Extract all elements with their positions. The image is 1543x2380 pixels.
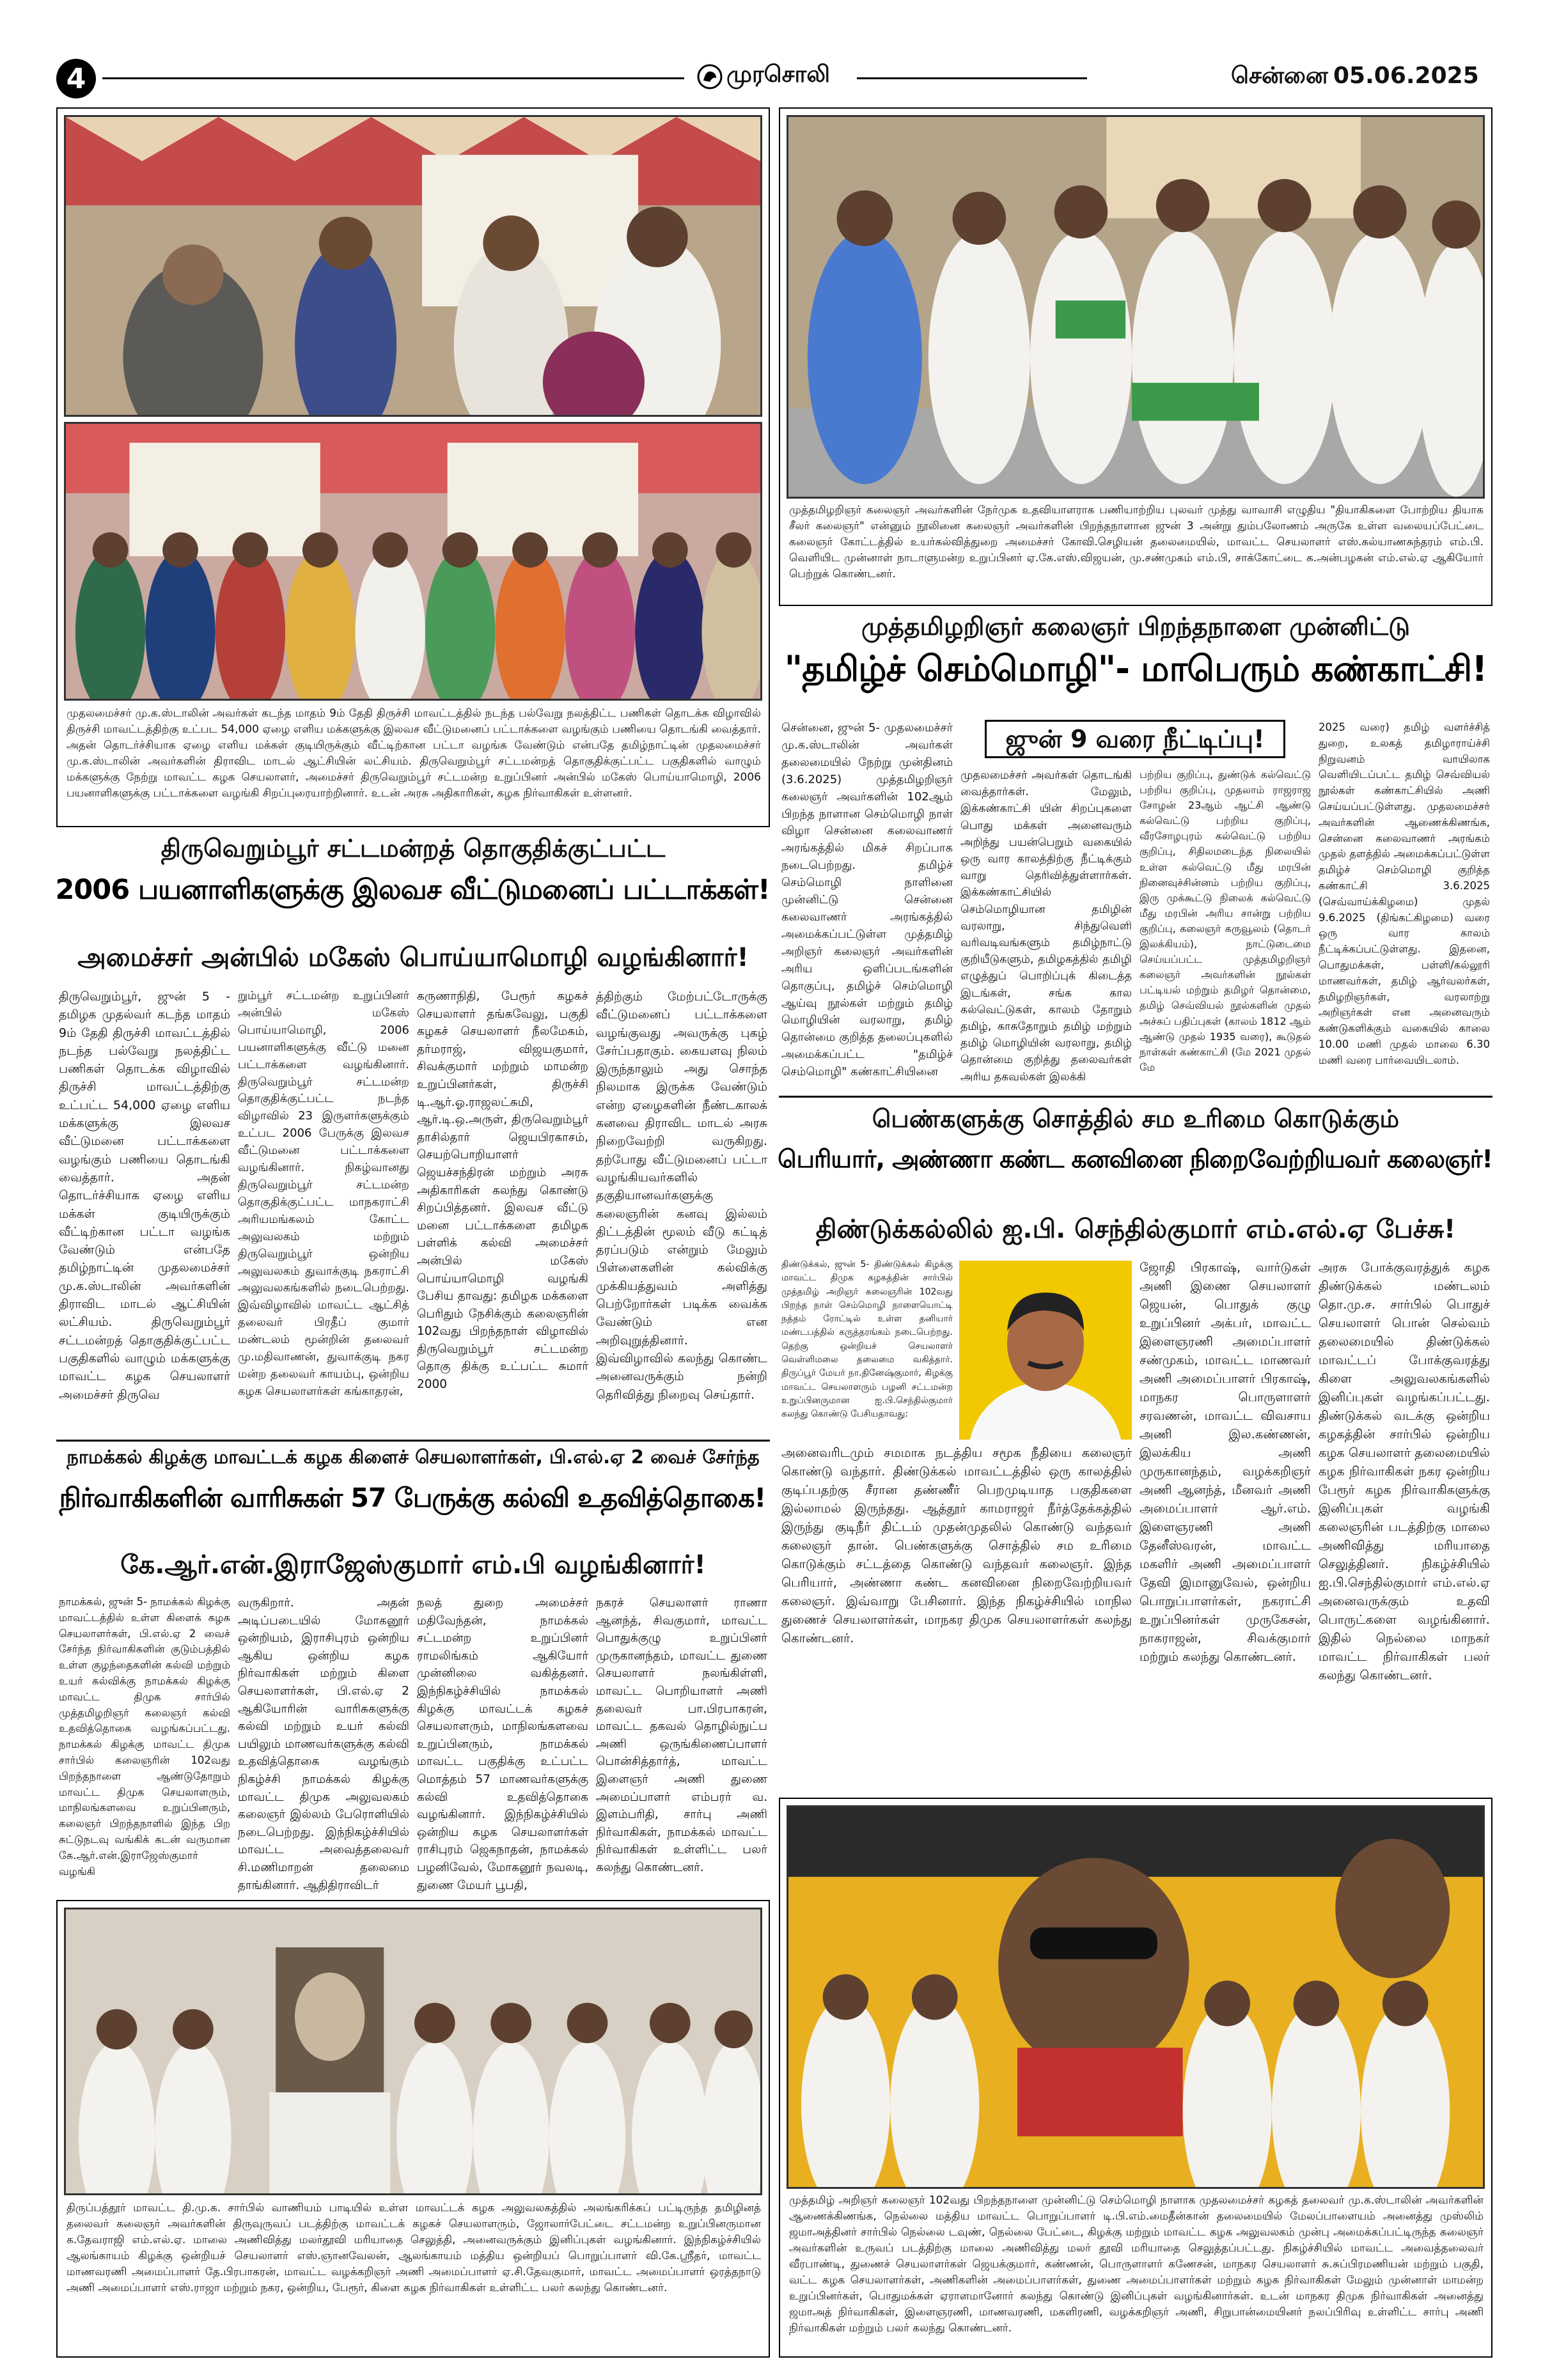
story4-headline: பெரியார், அண்ணா கண்ட கனவினை நிறைவேற்றியவர் கலைஞர்! bbox=[778, 1145, 1492, 1173]
photo-patta-distribution-1 bbox=[64, 115, 762, 417]
masthead-emblem-icon bbox=[697, 64, 723, 89]
bottom-left-caption: திருப்பத்தூர் மாவட்ட தி.மு.க. சார்பில் வாணியம் பாடியில் உள்ள மாவட்டக் கழக அலுவலகத்தில் அலங்கரிக்கப் பட்டிருந்த தமிழினத் தலைவர் கலைஞர் அவர்களின் திருவுருவப் படத்திற்கு மாவட்டக் கழகச் செயலாளரும், ஜோலார்பேட்டை சட்டமன்ற உறுப்பினருமான க.தேவராஜி எம்.எல்.ஏ. மாலை அணிவித்து மலர்தூவி மரியாதை செலுத்தி, அனைவருக்கும் இனிப்புகள் வழங்கினார். இந்நிகழ்ச்சியில் ஆலங்காயம் கிழக்கு ஒன்றியச் செயலாளர் எஸ்.ஞானவேலன், ஆலங்காயம் மத்திய ஒன்றியப் பொறுப்பாளர் வி.கே.ஸ்ரீதர், மாவட்ட மாணவரணி அமைப்பாளர் தே.பிரபாகரன், மாவட்ட வழக்கறிஞர் அணி அமைப்பாளர் ஏ.சி.தேவகுமார், மாவட்ட அமைப்பாளர் ஒரத்தநாடு அணி அமைப்பாளர் எஸ்.ராஜா மற்றும் நகர, ஒன்றிய, பேரூர், கிளை கழக நிர்வாகிகள் உள்ளிட்ட பலர் கலந்து கொண்டனர். bbox=[67, 2202, 761, 2294]
story2-headline: நிர்வாகிகளின் வாரிசுகள் 57 பேருக்கு கல்வி உதவித்தொகை! bbox=[59, 1482, 766, 1513]
story1-col-2: றும்பூர் சட்டமன்ற உறுப்பினர் அன்பில் மகேஸ் பொய்யாமொழி, 2006 பயனாளிகளுக்கு வீட்டு மனை பட்டாக்களை வழங்கினார். திருவெறும்பூர் சட்டமன்ற தொகுதிக்குட்பட்ட நடந்த விழாவில் 23 இருளர்களுக்கும் உட்பட 2006 பேருக்கு இலவச வீட்டுமனை பட்டாக்களை வழங்கினார். நிகழ்வானது திருவெறும்பூர் சட்டமன்ற தொகுதிக்குட்பட்ட மாநகராட்சி அரியமங்கலம் கோட்ட அலுவலகம் மற்றும் திருவெறும்பூர் ஒன்றிய அலுவலகம் துவாக்குடி நகராட்சி அலுவலகங்களில் நடைபெற்றது. இவ்விழாவில் மாவட்ட ஆட்சித் தலைவர் பிரதீப் குமார் மண்டலம் மூன்றின் தலைவர் மு.மதிவாணன், துவாக்குடி நகர மன்ற தலைவர் காயம்பு, ஒன்றிய கழக செயலாளர்கள் கங்காதரன், bbox=[238, 989, 409, 1398]
story1-kicker: திருவெறும்பூர் சட்டமன்றத் தொகுதிக்குட்பட்ட bbox=[161, 834, 666, 862]
paper-name: முரசொலி bbox=[726, 61, 830, 88]
story3-col-4: 2025 வரை) தமிழ் வளர்ச்சித் துறை, உலகத் தமிழாராய்ச்சி நிறுவனம் வாயிலாக வெளியிடப்பட்ட தமிழ் செவ்வியல் நூல்கள் கண்காட்சியில் அணி செய்யப்பட்டுள்ளது. முதலமைச்சர் அவர்களின் ஆணைக்கிணங்க, சென்னை கலைவாணர் அரங்கம் முதல் தளத்தில் அமைக்கப்பட்டுள்ள தமிழ்ச் செம்மொழி குறித்த கண்காட்சி 3.6.2025 (செவ்வாய்க்கிழமை) முதல் 9.6.2025 (திங்கட்கிழமை) வரை ஒரு வார காலம் நீட்டிக்கப்பட்டுள்ளது. இதனை, பொதுமக்கள், பள்ளி/கல்லூரி மாணவர்கள், தமிழ் ஆர்வலர்கள், தமிழறிஞர்கள், வரலாற்று அறிஞர்கள் என அனைவரும் கண்டுகளிக்கும் வகையில் காலை 10.00 மணி முதல் மாலை 6.30 மணி வரை பார்வையிடலாம். bbox=[1319, 721, 1490, 1066]
story3-banner-text: ஜுன் 9 வரை நீட்டிப்பு! bbox=[1005, 725, 1265, 753]
story3-col-2: முதலமைச்சர் அவர்கள் தொடங்கி வைத்தார்கள். மேலும், இக்கண்காட்சி யின் சிறப்புகளை பொது மக்கள் அனைவரும் அறிந்து பயன்பெறும் வகையில் ஒரு வார காலத்திற்கு நீட்டிக்கும் வாறு தெரிவித்துள்ளார்கள். இக்கண்காட்சியில் செம்மொழியான தமிழின் வரலாறு, சிந்துவெளி வரிவடிவங்களும் தமிழ்நாட்டு குறியீடுகளும், தமிழகத்தில் தமிழி எழுத்துப் பொறிப்புக் கிடைத்த இடங்கள், சங்க கால கல்வெட்டுகள், காலம் தோறும் தமிழ், காசுதோறும் தமிழ் மற்றும் தமிழ் மொழியின் வரலாறு, தமிழ் தொன்மை குறித்து தலைவர்கள் அரிய தகவல்கள் இலக்கி bbox=[960, 769, 1132, 1084]
photo-senthilkumar-portrait bbox=[959, 1261, 1132, 1440]
photo-book-release bbox=[787, 115, 1485, 499]
date: 05.06.2025 bbox=[1333, 63, 1479, 89]
story4-col-3: ஜோதி பிரகாஷ், வார்டுகள் அணி இணை செயலாளர் ஜெயன், பொதுக் குழு உறுப்பினர் அக்பர், மாவட்ட இளைஞரணி அமைப்பாளர் சண்முகம், மாவட்ட மாணவர் அணி அமைப்பாளர் பிரகாஷ், மாநகர பொருளாளர் சரவணன், மாவட்ட விவசாய அணி இல.கண்ணன், இலக்கிய அணி முருகானந்தம், வழக்கறிஞர் அணி ஆனந்த், மீனவர் அணி அமைப்பாளர் ஆர்.எம். இளைஞரணி அணி தேனீஸ்வரன், மாவட்ட மகளிர் அணி அமைப்பாளர் தேவி இமானுவேல், ஒன்றிய பொறுப்பாளர்கள், நகராட்சி உறுப்பினர்கள் முருகேசன், நாகராஜன், சிவக்குமார் மற்றும் கலந்து கொண்டனர். bbox=[1140, 1260, 1311, 1664]
story4-col-2: அனைவரிடமும் சமமாக நடத்திய சமூக நீதியை கலைஞர் கொண்டு வந்தார். திண்டுக்கல் மாவட்டத்தில் ஒரு காலத்தில் குடிப்பதற்கு சீரான தண்ணீர் பெறமுடியாத பகுதிகளை இல்லாமல் இருந்தது. ஆத்தூர் காமராஜர் நீர்த்தேக்கத்தில் இருந்து குடிநீர் திட்டம் முதன்முதலில் கொண்டு வந்தவர் கலைஞர் தான். பெண்களுக்கு சொத்தில் சம உரிமை கொடுக்கும் சட்டத்தை கொண்டு வந்தவர் கலைஞர். இந்த பெரியார், அண்ணா கண்ட கனவினை நிறைவேற்றியவர் கலைஞர். இவ்வாறு பேசினார். இந்த நிகழ்ச்சியில் மாநில துணைச் செயலாளர்கள், மாநகர திமுக செயலாளர்கள் கலந்து கொண்டனர். bbox=[781, 1445, 1132, 1645]
story4-col-4: அரசு போக்குவரத்துக் கழக திண்டுக்கல் மண்டலம் தொ.மு.ச. சார்பில் பொதுச் செயலாளர் பொன் செல்வம் தலைமையில் திண்டுக்கல் மாவட்டப் போக்குவரத்து கிளை அலுவலகங்களில் இனிப்புகள் வழங்கப்பட்டது. திண்டுக்கல் வடக்கு ஒன்றிய கழகத்தின் சார்பில் ஒன்றிய கழக செயலாளர் தலைமையில் கழக நிர்வாகிகள் நகர ஒன்றிய பேரூர் கழக நிர்வாகிகளுக்கு இனிப்புகள் வழங்கி கலைஞரின் படத்திற்கு மாலை அணிவித்து மரியாதை செலுத்தினர். நிகழ்ச்சியில் ஐ.பி.செந்தில்குமார் எம்.எல்.ஏ அனைவருக்கும் உதவி பொருட்களை வழங்கினார். இதில் நெல்லை மாநகர் மாவட்ட நிர்வாகிகள் பலர் கலந்து கொண்டனர். bbox=[1319, 1260, 1490, 1683]
masthead bbox=[0, 0, 1543, 95]
story1-subhead: அமைச்சர் அன்பில் மகேஸ் பொய்யாமொழி வழங்கினார்! bbox=[77, 943, 749, 972]
story1-col-3: கருணாநிதி, பேரூர் கழகச் செயலாளர் தங்கவேலு, பகுதி கழகச் செயலாளர் நீலமேகம், தர்மராஜ், விஜயகுமார், சிவக்குமார் மற்றும் மாமன்ற உறுப்பினர்கள், திருச்சி டி.ஆர்.ஓ.ராஜலட்சுமி, ஆர்.டி.ஒ.அருள், திருவெறும்பூர் தாசில்தார் ஜெயபிரகாசம், செயற்பொறியாளர் ஜெயச்சந்திரன் மற்றும் அரசு அதிகாரிகள் கலந்து கொண்டு சிறப்பித்தனர். இலவச வீட்டு மனை பட்டாக்களை தமிழக பள்ளிக் கல்வி அமைச்சர் அன்பில் மகேஸ் பொய்யாமொழி வழங்கி பேசிய தாவது: தமிழக மக்களை பெரிதும் நேசிக்கும் கலைஞரின் 102வது பிறந்தநாள் விழாவில் திருவெறும்பூர் சட்டமன்ற தொகு திக்கு உட்பட்ட சுமார் 2000 bbox=[417, 990, 588, 1392]
masthead-rule-left bbox=[102, 77, 684, 79]
story1-bottom-rule bbox=[56, 1440, 770, 1442]
story1-headline: 2006 பயனாளிகளுக்கு இலவச வீட்டுமனைப் பட்டாக்கள்! bbox=[55, 874, 770, 906]
photo-kalaignar-tribute-nellai bbox=[787, 1805, 1485, 2189]
story3-banner bbox=[985, 720, 1285, 758]
photo-kalaignar-tribute-vaniyambadi bbox=[64, 1908, 762, 2195]
city: சென்னை bbox=[1231, 63, 1328, 89]
story4-kicker: பெண்களுக்கு சொத்தில் சம உரிமை கொடுக்கும் bbox=[872, 1105, 1400, 1133]
story2-col-2: வருகிறார். அதன் அடிப்படையில் மோகனூர் ஒன்றியம், இராசிபுரம் ஒன்றிய ஆகிய ஒன்றிய கழக நிர்வாகிகள் மற்றும் கிளை செயலாளர்கள், பி.எல்.ஏ 2 ஆகியோரின் வாரிசுகளுக்கு கல்வி மற்றும் உயர் கல்வி பயிலும் மாணவர்களுக்கு கல்வி உதவித்தொகை வழங்கும் நிகழ்ச்சி நாமக்கல் கிழக்கு மாவட்ட திமுக அலுவலகம் கலைஞர் இல்லம் பேரொளியில் நடைபெற்றது. இந்நிகழ்ச்சியில் மாவட்ட அவைத்தலைவர் சி.மணிமாறன் தலைமை தாங்கினார். ஆதிதிராவிடர் bbox=[238, 1596, 409, 1892]
story3-col-3: பற்றிய குறிப்பு, துண்டுக் கல்வெட்டு பற்றிய குறிப்பு, முதலாம் ராஜராஜ சோழன் 23ஆம் ஆட்சி ஆண்டு கல்வெட்டு பற்றிய குறிப்பு, வீரசோழபுரம் கல்வெட்டு பற்றிய குறிப்பு, சிதிலமடைந்த நிலையில் உள்ள கல்வெட்டு மீது மரபின் நினைவுச்சின்னம் பற்றிய குறிப்பு, இரு முக்கூட்டு நிலைக் கல்வெட்டு மீது மரபின் அரிய சான்று பற்றிய குறிப்பு, கலைஞர் கருவூலம் (தொடர் இலக்கியம்), நாட்டுடைமை செய்யப்பட்ட முத்தமிழறிஞர் கலைஞர் அவர்களின் நூல்கள் பட்டியல் மற்றும் தமிழர் தொன்மை, தமிழ் செவ்வியல் நூல்களின் முதல் அச்சுப் பதிப்புகள் (காலம் 1812 ஆம் ஆண்டு முதல் 1935 வரை), கூடுதல் நாள்கள் கண்காட்சி (மே 2021 முதல் மே bbox=[1140, 768, 1311, 1073]
story2-kicker: நாமக்கல் கிழக்கு மாவட்டக் கழக கிளைச் செயலாளர்கள், பி.எல்.ஏ 2 வைச் சேர்ந்த bbox=[67, 1446, 760, 1468]
top-left-caption: முதலமைச்சர் மு.க.ஸ்டாலின் அவர்கள் கடந்த மாதம் 9ம் தேதி திருச்சி மாவட்டத்தில் நடந்த பல்வேறு நலத்திட்ட பணிகள் தொடக்க விழாவில் திருச்சி மாவட்டத்திற்கு உட்பட 54,000 ஏழை எளிய மக்களுக்கு இலவச வீட்டுமனைப் பட்டாக்களை வழங்கும் பணியை தொடங்கி வைத்தார். அதன் தொடர்ச்சியாக ஏழை எளிய மக்கள் குடியிருக்கும் வீட்டிற்கான பட்டா வழங்க வேண்டும் என்பதே தமிழ்நாட்டின் முதலமைச்சர் மு.க.ஸ்டாலின் அவர்களின் திராவிட மாடல் ஆட்சியின் லட்சியம். திருவெறும்பூர் சட்டமன்றத் தொகுதிக்குட்பட்ட பகுதிகளில் வாழும் மக்களுக்கு நேற்று மாவட்ட கழக செயலாளர், அமைச்சர் திருவெறும்பூர் சட்டமன்ற உறுப்பினர் அன்பில் மகேஸ் பொய்யாமொழி, 2006 பயனாளிகளுக்கு பட்டாக்களை வழங்கி சிறப்புரையாற்றினார். உடன் அரசு அதிகாரிகள், கழக நிர்வாகிகள் உள்ளனர். bbox=[67, 707, 761, 800]
story1-col-1: திருவெறும்பூர், ஜுன் 5 - தமிழக முதல்வர் கடந்த மாதம் 9ம் தேதி திருச்சி மாவட்டத்தில் நடந்த பல்வேறு நலத்திட்ட பணிகள் தொடக்க விழாவில் திருச்சி மாவட்டத்திற்கு உட்பட்ட 54,000 ஏழை எளிய மக்களுக்கு இலவச வீட்டுமனை பட்டாக்களை வழங்கும் பணியை தொடங்கி வைத்தார். அதன் தொடர்ச்சியாக ஏழை எளிய மக்கள் குடியிருக்கும் வீட்டிற்கான பட்டா வழங்க வேண்டும் என்பதே தமிழ்நாட்டின் முதலமைச்சர் மு.க.ஸ்டாலின் அவர்களின் திராவிட மாடல் ஆட்சியின் லட்சியம். திருவெறும்பூர் சட்டமன்றத் தொகுதிக்குட்பட்ட பகுதிகளில் வாழும் மக்களுக்கு மாவட்ட கழக செயலாளர் அமைச்சர் திருவெ bbox=[59, 990, 230, 1402]
bottom-right-caption: முத்தமிழ் அறிஞர் கலைஞர் 102வது பிறந்தநாளை முன்னிட்டு செம்மொழி நாளாக முதலமைச்சர் கழகத் தலைவர் மு.க.ஸ்டாலின் அவர்களின் ஆணைக்கிணங்க, நெல்லை மத்திய மாவட்ட பொறுப்பாளர் டி.பி.எம்.மைதீன்கான் தலைமையில் மேலப்பாளையம் அனைத்து முஸ்லிம் ஜமாஅத்தினர் சார்பில் நெல்லை டவுண், நெல்லை பேட்டை, கிழக்கு மற்றும் மாவட்ட கழக அலுவலகம் முன்பு அமைக்கப்பட்டிருந்த கலைஞர் அவர்களின் உருவப் படத்திற்கு மாலை அணிவித்து மலர் தூவி மரியாதை செலுத்தப்பட்டது. நிகழ்ச்சியில் மாவட்ட அவைத்தலைவர் வீரபாண்டி, துணைச் செயலாளர்கள் ஜெயக்குமார், கண்ணன், பொருளாளர் கணேசன், மாநகர செயலாளர் சு.சுப்பிரமணியன் மற்றும் பகுதி, வட்ட கழக செயலாளர்கள், அணிகளின் அமைப்பாளர்கள், துணை அமைப்பாளர்கள் மற்றும் கழக நிர்வாகிகள் மேலும் முன்னாள் மாமன்ற உறுப்பினர்கள், பொதுமக்கள் ஏராளமானோர் கலந்து கொண்டு இனிப்புகள் வழங்கினார்கள். உடன் மாநகர திமுக நிர்வாகிகள் அனைத்து ஜமாஅத் நிர்வாகிகள், இளைஞரணி, மாணவரணி, மகளிரணி, வழக்கறிஞர் அணி, சிறுபான்மையினர் நலப்பிரிவு உள்ளிட்ட சார்பு அணி நிர்வாகிகள் மற்றும் பலர் கலந்து கொண்டனர். bbox=[789, 2194, 1484, 2335]
photo-patta-distribution-2 bbox=[64, 422, 762, 701]
story4-col-1: திண்டுக்கல், ஜுன் 5- திண்டுக்கல் கிழக்கு மாவட்ட திமுக கழகத்தின் சார்பில் முத்தமிழ் அறிஞர் கலைஞரின் 102வது பிறந்த நாள் செம்மொழி நாளையொட்டி நத்தம் ரோட்டில் உள்ள தனியார் மண்டபத்தில் கருத்தரங்கம் நடைபெற்றது. தெற்கு ஒன்றியச் செயலாளர் வெள்ளிமலை தலைமை வகித்தார். திருப்பூர் மேயர் நா.தினேஷ்குமார், கிழக்கு மாவட்ட செயலாளரும் பழனி சட்டமன்ற உறுப்பினருமான ஐ.பி.செந்தில்குமார் கலந்து கொண்டு பேசியதாவது: bbox=[781, 1259, 953, 1420]
story3-kicker: முத்தமிழறிஞர் கலைஞர் பிறந்தநாளை முன்னிட்டு bbox=[861, 612, 1411, 641]
story3-bottom-rule bbox=[779, 1096, 1492, 1098]
story1-col-4: த்திற்கும் மேற்பட்டோருக்கு வீட்டுமனைப் பட்டாக்களை வழங்குவது அவருக்கு புகழ் சேர்ப்பதாகும். கையளவு நிலம் இருந்தாலும் அது சொந்த நிலமாக இருக்க வேண்டும் என்ற ஏழைகளின் நீண்டகாலக் கனவை திராவிட மாடல் அரசு நிறைவேற்றி வருகிறது. தற்போது வீட்டுமனைப் பட்டா வழங்கியவர்களில் தகுதியானவர்களுக்கு கலைஞரின் கனவு இல்லம் திட்டத்தின் மூலம் வீடு கட்டித் தரப்படும் என்றும் மேலும் பிள்ளைகளின் கல்விக்கு முக்கியத்துவம் அளித்து பெற்றோர்கள் படிக்க வைக்க வேண்டும் என அறிவுறுத்தினார். இவ்விழாவில் கலந்து கொண்ட அனைவருக்கும் நன்றி தெரிவித்து நிறைவு செய்தார். bbox=[596, 990, 767, 1402]
story2-subhead: கே.ஆர்.என்.இராஜேஸ்குமார் எம்.பி வழங்கினார்! bbox=[120, 1550, 706, 1580]
story3-col-1: சென்னை, ஜுன் 5- முதலமைச்சர் மு.க.ஸ்டாலின் அவர்கள் தலைமையில் நேற்று முன்தினம் (3.6.2025) முத்தமிழறிஞர் கலைஞர் அவர்களின் 102ஆம் பிறந்த நாளான செம்மொழி நாள் விழா சென்னை கலைவாணர் அரங்கத்தில் மிகச் சிறப்பாக நடைபெற்றது. தமிழ்ச் செம்மொழி நாளினை முன்னிட்டு சென்னை கலைவாணர் அரங்கத்தில் அமைக்கப்பட்டுள்ள முத்தமிழ் அறிஞர் கலைஞர் அவர்களின் அரிய ஒளிப்படங்களின் தொகுப்பு, தமிழ்ச் செம்மொழி ஆய்வு நூல்கள் மற்றும் தமிழ் மொழியின் வரலாறு, தமிழ் தொன்மை குறித்த தலைப்புகளில் அமைக்கப்பட்ட "தமிழ்ச் செம்மொழி" கண்காட்சியினை bbox=[781, 721, 953, 1079]
page-number: 4 bbox=[66, 63, 86, 95]
story2-col-4: நகரச் செயலாளர் ராணா ஆனந்த், சிவகுமார், மாவட்ட பொதுக்குழு உறுப்பினர் முருகானந்தம், மாவட்ட துணை செயலாளர் நலங்கிள்ளி, மாவட்ட பொறியாளர் அணி தலைவர் பா.பிரபாகரன், மாவட்ட தகவல் தொழில்நுட்ப அணி ஒருங்கிணைப்பாளர் பொன்சித்தார்த், மாவட்ட இளைஞர் அணி துணை அமைப்பாளர் எம்பரர் வ. இளம்பரிதி, சார்பு அணி நிர்வாகிகள், நாமக்கல் மாவட்ட நிர்வாகிகள் உள்ளிட்ட பலர் கலந்து கொண்டனர். bbox=[596, 1596, 767, 1874]
top-right-caption: முத்தமிழறிஞர் கலைஞர் அவர்களின் நேர்முக உதவியாளராக பணியாற்றிய புலவர் முத்து வாவாசி எழுதிய "தியாகிகளை போற்றிய தியாக சீலர் கலைஞர்" என்னும் நூலினை கலைஞர் அவர்களின் பிறந்தநாளான ஜுன் 3 அன்று தும்பலோணம் அருகே உள்ள வலையப்பேட்டை கலைஞர் கோட்டத்தில் உயர்கல்வித்துறை அமைச்சர் கோவி.செழியன் தலைமையில், மாவட்ட செயலாளர் எஸ்.கல்யாணசுந்தரம் எம்.பி. வெளியிட முன்னாள் நாடாளுமன்ற உறுப்பினர் ஏ.கே.எஸ்.விஜயன், மு.சண்முகம் எம்.பி, சாக்கோட்டை க.அன்பழகன் எம்.எல்.ஏ ஆகியோர் பெற்றுக் கொண்டனர். bbox=[789, 504, 1484, 580]
story2-col-3: நலத் துறை அமைச்சர் மதிவேந்தன், நாமக்கல் சட்டமன்ற உறுப்பினர் ராமலிங்கம் ஆகியோர் முன்னிலை வகித்தனர். இந்நிகழ்ச்சியில் நாமக்கல் கிழக்கு மாவட்டக் கழகச் செயலாளரும், மாநிலங்களவை உறுப்பினரும், நாமக்கல் மாவட்ட பகுதிக்கு உட்பட்ட மொத்தம் 57 மாணவர்களுக்கு கல்வி உதவித்தொகை வழங்கினார். இந்நிகழ்ச்சியில் ஒன்றிய கழக செயலாளர்கள் ராசிபுரம் ஜெகநாதன், நாமக்கல் பழனிவேல், மோகனூர் நவலடி, துணை மேயர் பூபதி, bbox=[417, 1596, 588, 1892]
masthead-rule-right bbox=[857, 77, 1087, 79]
story2-col-1: நாமக்கல், ஜுன் 5- நாமக்கல் கிழக்கு மாவட்டத்தில் உள்ள கிளைக் கழக செயலாளர்கள், பி.எல்.ஏ 2 வைச் சேர்ந்த நிர்வாகிகளின் குடும்பத்தில் உள்ள குழந்தைகளின் கல்வி மற்றும் உயர் கல்விக்கு நாமக்கல் கிழக்கு மாவட்ட திமுக சார்பில் முத்தமிழறிஞர் கலைஞர் கல்வி உதவித்தொகை வழங்கப்பட்டது. நாமக்கல் கிழக்கு மாவட்ட திமுக சார்பில் கலைஞரின் 102வது பிறந்தநாளை ஆண்டுதோறும் மாவட்ட திமுக செயலாளரும், மாநிலங்களவை உறுப்பினரும், கலைஞர் பிறந்தநாளில் இந்த பிற சுட்டுநடவு வங்கிக் கடன் வருமான கே.ஆர்.என்.இராஜேஸ்குமார் வழங்கி bbox=[59, 1596, 230, 1878]
story4-subhead: திண்டுக்கல்லில் ஐ.பி. செந்தில்குமார் எம்.எல்.ஏ பேச்சு! bbox=[815, 1215, 1456, 1244]
story3-headline: "தமிழ்ச் செம்மொழி"- மாபெரும் கண்காட்சி! bbox=[784, 648, 1487, 689]
